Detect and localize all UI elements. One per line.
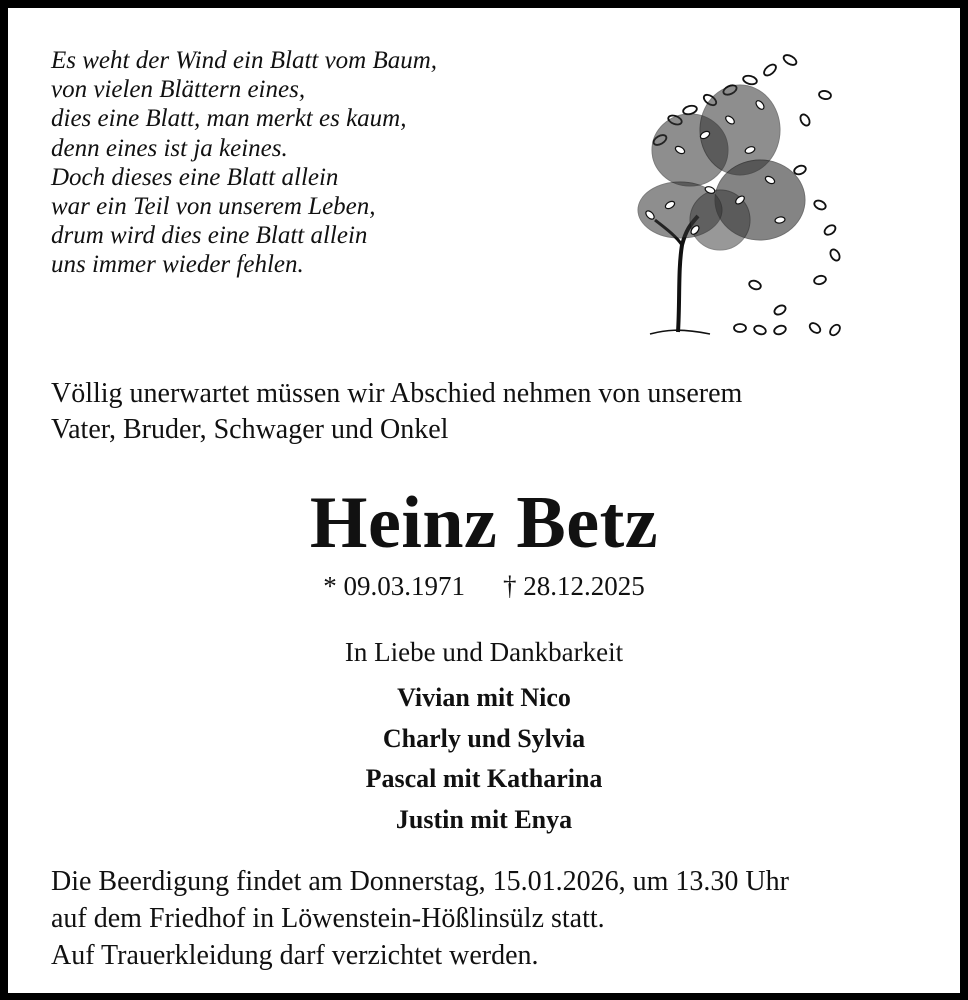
intro-line: Vater, Bruder, Schwager und Onkel	[51, 414, 449, 445]
mourner: Justin mit Enya	[395, 804, 573, 834]
mourners-list	[8, 678, 960, 840]
intro-text	[51, 376, 931, 448]
poem-line: drum wird dies eine Blatt allein	[51, 222, 368, 250]
poem-line: Es weht der Wind ein Blatt vom Baum,	[51, 47, 438, 74]
dedication: In Liebe und Dankbarkeit	[344, 637, 624, 667]
windblown-tree-icon	[620, 40, 852, 340]
poem-line: war ein Teil von unserem Leben,	[51, 193, 376, 221]
mourner: Pascal mit Katharina	[365, 764, 603, 793]
birth-date: * 09.03.1971	[323, 571, 465, 601]
mourner: Vivian mit Nico	[397, 683, 571, 712]
obituary-notice	[8, 8, 960, 993]
poem-line: denn eines ist ja keines.	[51, 134, 288, 162]
poem-line: von vielen Blättern eines,	[51, 76, 306, 104]
poem-line: Doch dieses eine Blatt allein	[51, 163, 339, 191]
mourner: Charly und Sylvia	[382, 723, 586, 753]
deceased-name: Heinz Betz	[309, 482, 659, 564]
poem-line: uns immer wieder fehlen.	[51, 251, 304, 279]
life-dates	[8, 568, 960, 604]
intro-line: Völlig unerwartet müssen wir Abschied nehmen von unserem	[51, 378, 743, 409]
poem	[51, 46, 437, 280]
funeral-line: Die Beerdigung findet am Donnerstag, 15.01.2026, um 13.30 Uhr	[51, 866, 789, 897]
funeral-line: auf dem Friedhof in Löwenstein-Hößlinsülz statt.	[51, 903, 605, 934]
funeral-details	[51, 863, 951, 974]
funeral-line: Auf Trauerkleidung darf verzichtet werden.	[51, 940, 539, 971]
death-date: † 28.12.2025	[503, 571, 645, 601]
poem-line: dies eine Blatt, man merkt es kaum,	[51, 105, 407, 133]
